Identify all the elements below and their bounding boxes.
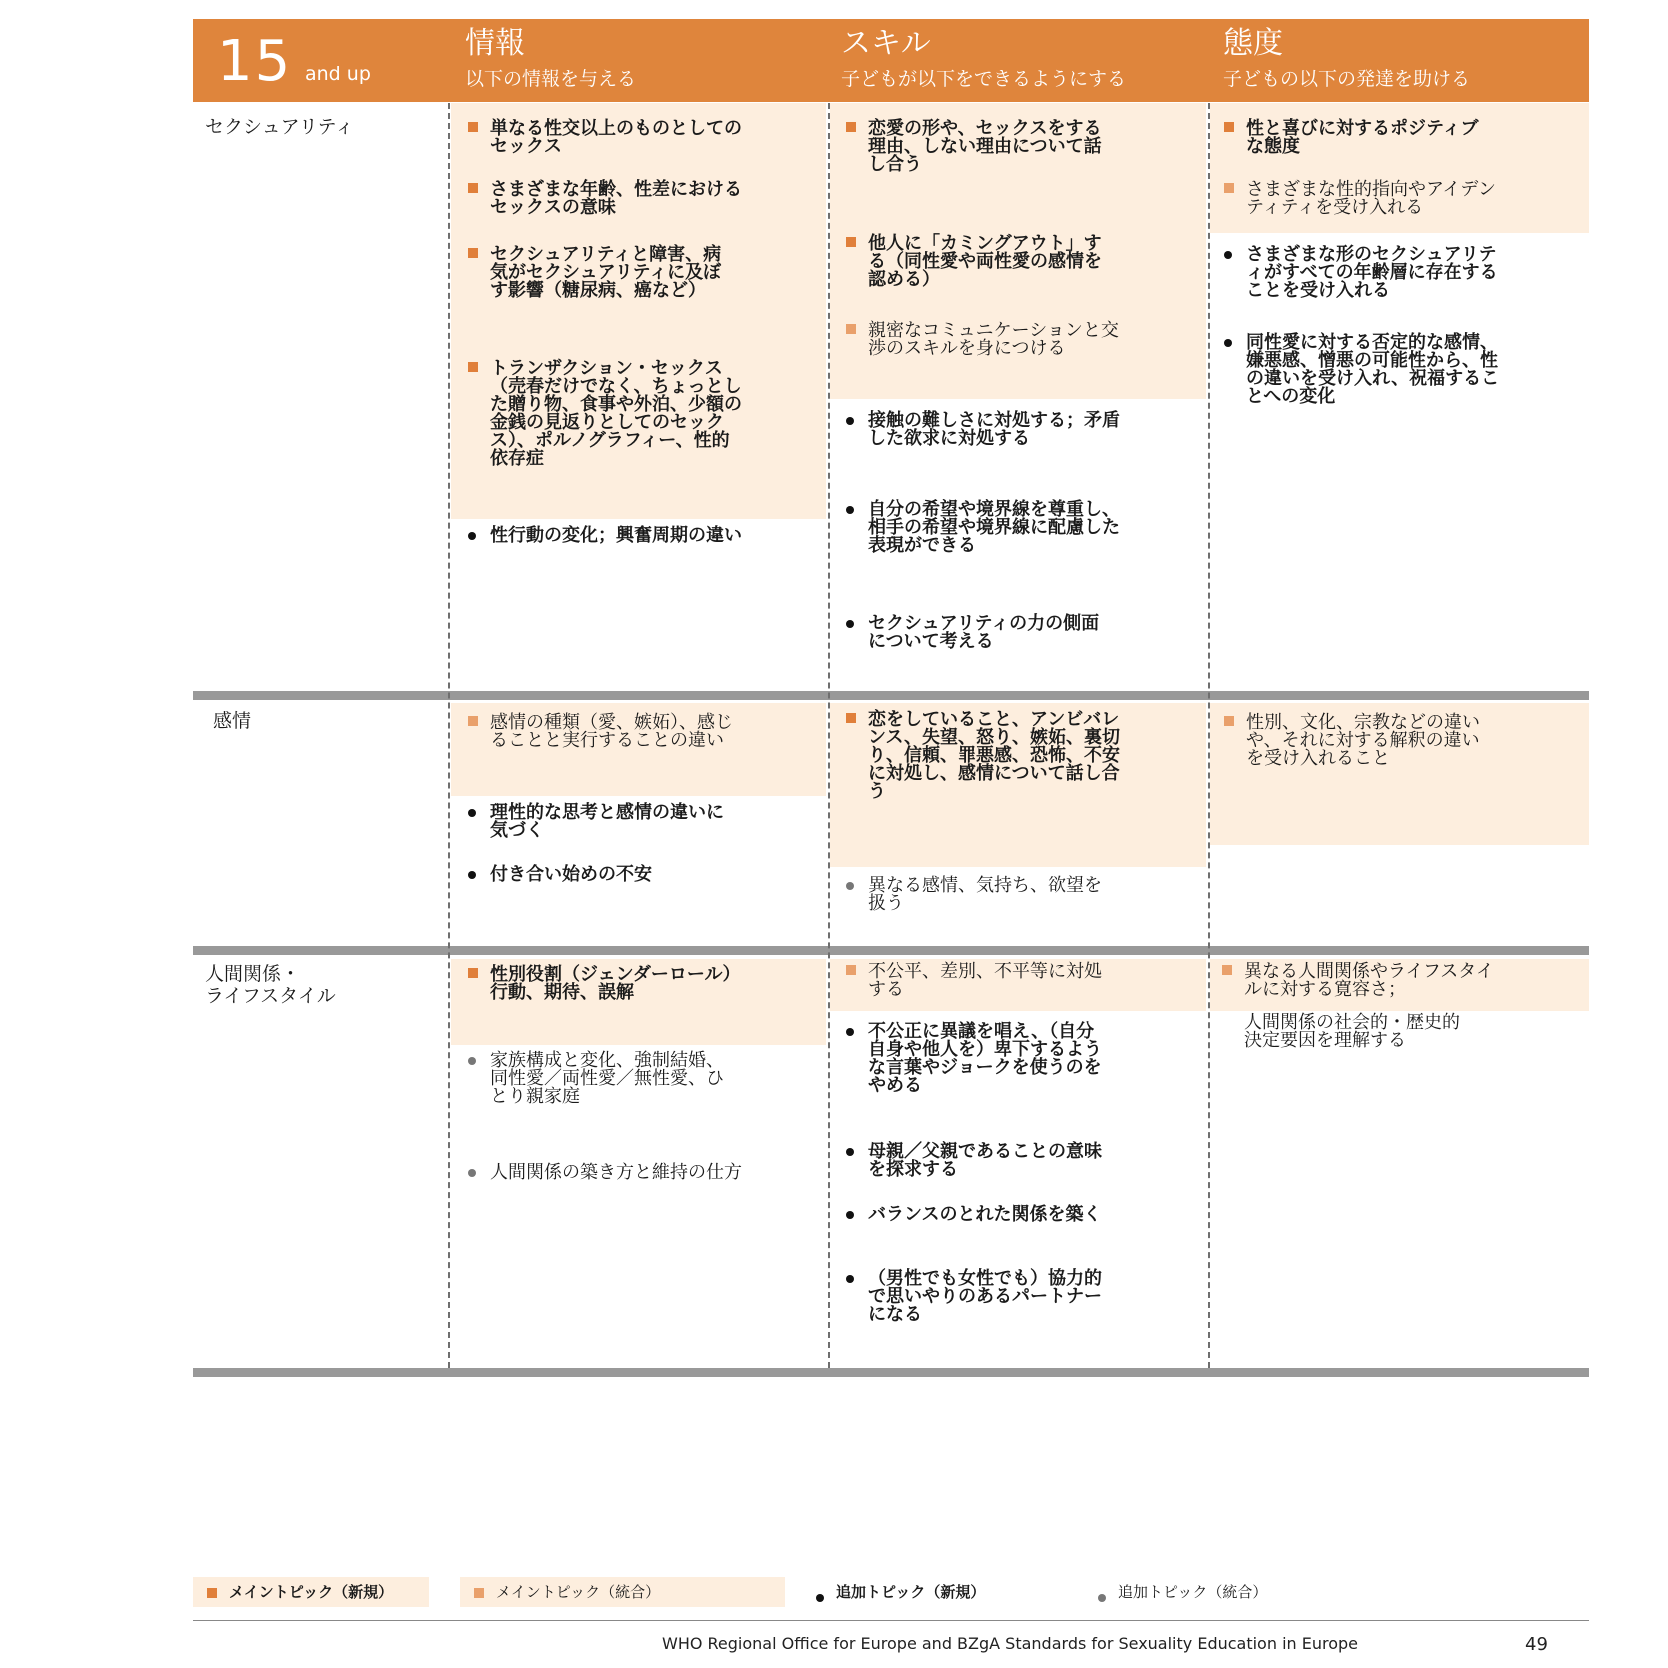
footer-rule	[193, 1620, 1589, 1621]
list-item: 恋愛の形や、セックスをする 理由、しない理由について話 し合う	[846, 120, 1102, 174]
list-item: 恋をしていること、アンビバレ ンス、失望、怒り、嫉妬、裏切 り、信頼、罪悪感、恐怖、不安 に対処し、感情について話し合 う	[846, 711, 1120, 801]
square-bullet-icon	[468, 248, 478, 258]
square-bullet-icon	[468, 122, 478, 132]
list-item: 家族構成と変化、強制結婚、 同性愛／両性愛／無性愛、ひ とり親家庭	[468, 1052, 724, 1106]
column-divider	[828, 103, 830, 1368]
list-item: 性と喜びに対するポジティブ な態度	[1224, 120, 1479, 156]
square-bullet-icon	[474, 1588, 484, 1598]
list-item: 異なる人間関係やライフスタイ ルに対する寛容さ；	[1222, 963, 1494, 999]
list-item: さまざまな形のセクシュアリテ ィがすべての年齢層に存在する ことを受け入れる	[1224, 246, 1498, 300]
dot-bullet-icon	[846, 417, 854, 425]
dot-bullet-icon	[846, 620, 854, 628]
column-subtitle: 子どもが以下をできるようにする	[841, 68, 1127, 90]
square-bullet-icon	[468, 968, 478, 978]
list-item: 理性的な思考と感情の違いに 気づく	[468, 804, 724, 840]
row-label-sexuality: セクシュアリティ	[205, 116, 354, 138]
square-bullet-icon	[1224, 183, 1234, 193]
column-title: スキル	[841, 26, 931, 61]
dot-bullet-icon	[1224, 339, 1232, 347]
page-number: 49	[1525, 1634, 1548, 1655]
row-label-emotions: 感情	[213, 710, 252, 732]
column-divider	[448, 103, 450, 1368]
square-bullet-icon	[846, 713, 856, 723]
square-bullet-icon	[846, 122, 856, 132]
dot-bullet-icon	[468, 1169, 476, 1177]
list-item: 母親／父親であることの意味 を探求する	[846, 1143, 1102, 1179]
list-item: セクシュアリティと障害、病 気がセクシュアリティに及ぼ す影響（糖尿病、癌など）	[468, 246, 721, 300]
square-bullet-icon	[1224, 122, 1234, 132]
dot-bullet-icon	[1098, 1594, 1106, 1602]
dot-bullet-icon	[846, 1028, 854, 1036]
dot-bullet-icon	[468, 809, 476, 817]
square-bullet-icon	[1224, 716, 1234, 726]
footer-source: WHO Regional Office for Europe and BZgA Standards for Sexuality Education in Europe	[662, 1634, 1359, 1653]
square-bullet-icon	[468, 362, 478, 372]
row-divider	[193, 1368, 1589, 1377]
list-item: 自分の希望や境界線を尊重し、 相手の希望や境界線に配慮した 表現ができる	[846, 501, 1120, 555]
legend-additional-new: 追加トピック（新規）	[816, 1577, 985, 1607]
square-bullet-icon	[846, 965, 856, 975]
square-bullet-icon	[1222, 965, 1232, 975]
list-item: 親密なコミュニケーションと交 渉のスキルを身につける	[846, 322, 1119, 358]
dot-bullet-icon	[846, 506, 854, 514]
list-item: 性別、文化、宗教などの違い や、それに対する解釈の違い を受け入れること	[1224, 714, 1480, 768]
list-item: 人間関係の築き方と維持の仕方	[468, 1164, 742, 1182]
list-item: トランザクション・セックス （売春だけでなく、ちょっとし た贈り物、食事や外泊、少額の 金銭の見返りとしてのセック ス）、ポルノグラフィー、性的 依存症	[468, 360, 742, 468]
square-bullet-icon	[468, 716, 478, 726]
square-bullet-icon	[846, 237, 856, 247]
square-bullet-icon	[468, 183, 478, 193]
column-header-attitude	[1223, 27, 1470, 91]
legend-main-new: メイントピック（新規）	[193, 1577, 429, 1607]
square-bullet-icon	[207, 1588, 217, 1598]
age-suffix: and up	[305, 63, 371, 85]
row-label-relationships: 人間関係・ ライフスタイル	[205, 963, 336, 1007]
age-number: 15	[217, 29, 293, 94]
square-bullet-icon	[846, 324, 856, 334]
list-item: バランスのとれた関係を築く	[846, 1206, 1101, 1224]
dot-bullet-icon	[846, 1148, 854, 1156]
list-item: 異なる感情、気持ち、欲望を 扱う	[846, 877, 1102, 913]
list-item: 感情の種類（愛、嫉妬）、感じ ることと実行することの違い	[468, 714, 733, 750]
dot-bullet-icon	[846, 1275, 854, 1283]
list-item: 人間関係の社会的・歴史的 決定要因を理解する	[1244, 1012, 1460, 1051]
list-item: 接触の難しさに対処する；矛盾 した欲求に対処する	[846, 412, 1120, 448]
column-subtitle: 以下の情報を与える	[465, 68, 637, 90]
list-item: 他人に「カミングアウト」す る（同性愛や両性愛の感情を 認める）	[846, 235, 1102, 289]
column-subtitle: 子どもの以下の発達を助ける	[1223, 68, 1471, 90]
column-divider	[1208, 103, 1210, 1368]
dot-bullet-icon	[816, 1594, 824, 1602]
list-item: 単なる性交以上のものとしての セックス	[468, 120, 742, 156]
list-item: 不公正に異議を唱え、（自分 自身や他人を）卑下するよう な言葉やジョークを使うのを やめる	[846, 1023, 1102, 1095]
list-item: （男性でも女性でも）協力的 で思いやりのあるパートナー になる	[846, 1270, 1102, 1324]
row-divider	[193, 691, 1589, 700]
header-band	[193, 19, 1589, 102]
dot-bullet-icon	[1224, 251, 1232, 259]
dot-bullet-icon	[468, 1057, 476, 1065]
list-item: 付き合い始めの不安	[468, 866, 652, 884]
legend-additional-integrated: 追加トピック（統合）	[1098, 1577, 1267, 1607]
dot-bullet-icon	[468, 532, 476, 540]
column-header-skill	[841, 27, 1126, 91]
list-item: セクシュアリティの力の側面 について考える	[846, 615, 1099, 651]
legend-main-integrated: メイントピック（統合）	[460, 1577, 785, 1607]
column-title: 情報	[465, 26, 525, 61]
dot-bullet-icon	[468, 871, 476, 879]
list-item: さまざまな年齢、性差における セックスの意味	[468, 181, 742, 217]
list-item: 性行動の変化；興奮周期の違い	[468, 527, 742, 545]
list-item: 不公平、差別、不平等に対処 する	[846, 963, 1102, 999]
row-divider	[193, 946, 1589, 955]
dot-bullet-icon	[846, 882, 854, 890]
list-item: 同性愛に対する否定的な感情、 嫌悪感、憎悪の可能性から、性 の違いを受け入れ、祝福するこ とへの変化	[1224, 334, 1499, 406]
list-item: 性別役割（ジェンダーロール） 行動、期待、誤解	[468, 966, 741, 1002]
dot-bullet-icon	[846, 1211, 854, 1219]
column-header-info	[465, 27, 636, 91]
column-title: 態度	[1223, 26, 1283, 61]
list-item: さまざまな性的指向やアイデン ティティを受け入れる	[1224, 181, 1496, 217]
